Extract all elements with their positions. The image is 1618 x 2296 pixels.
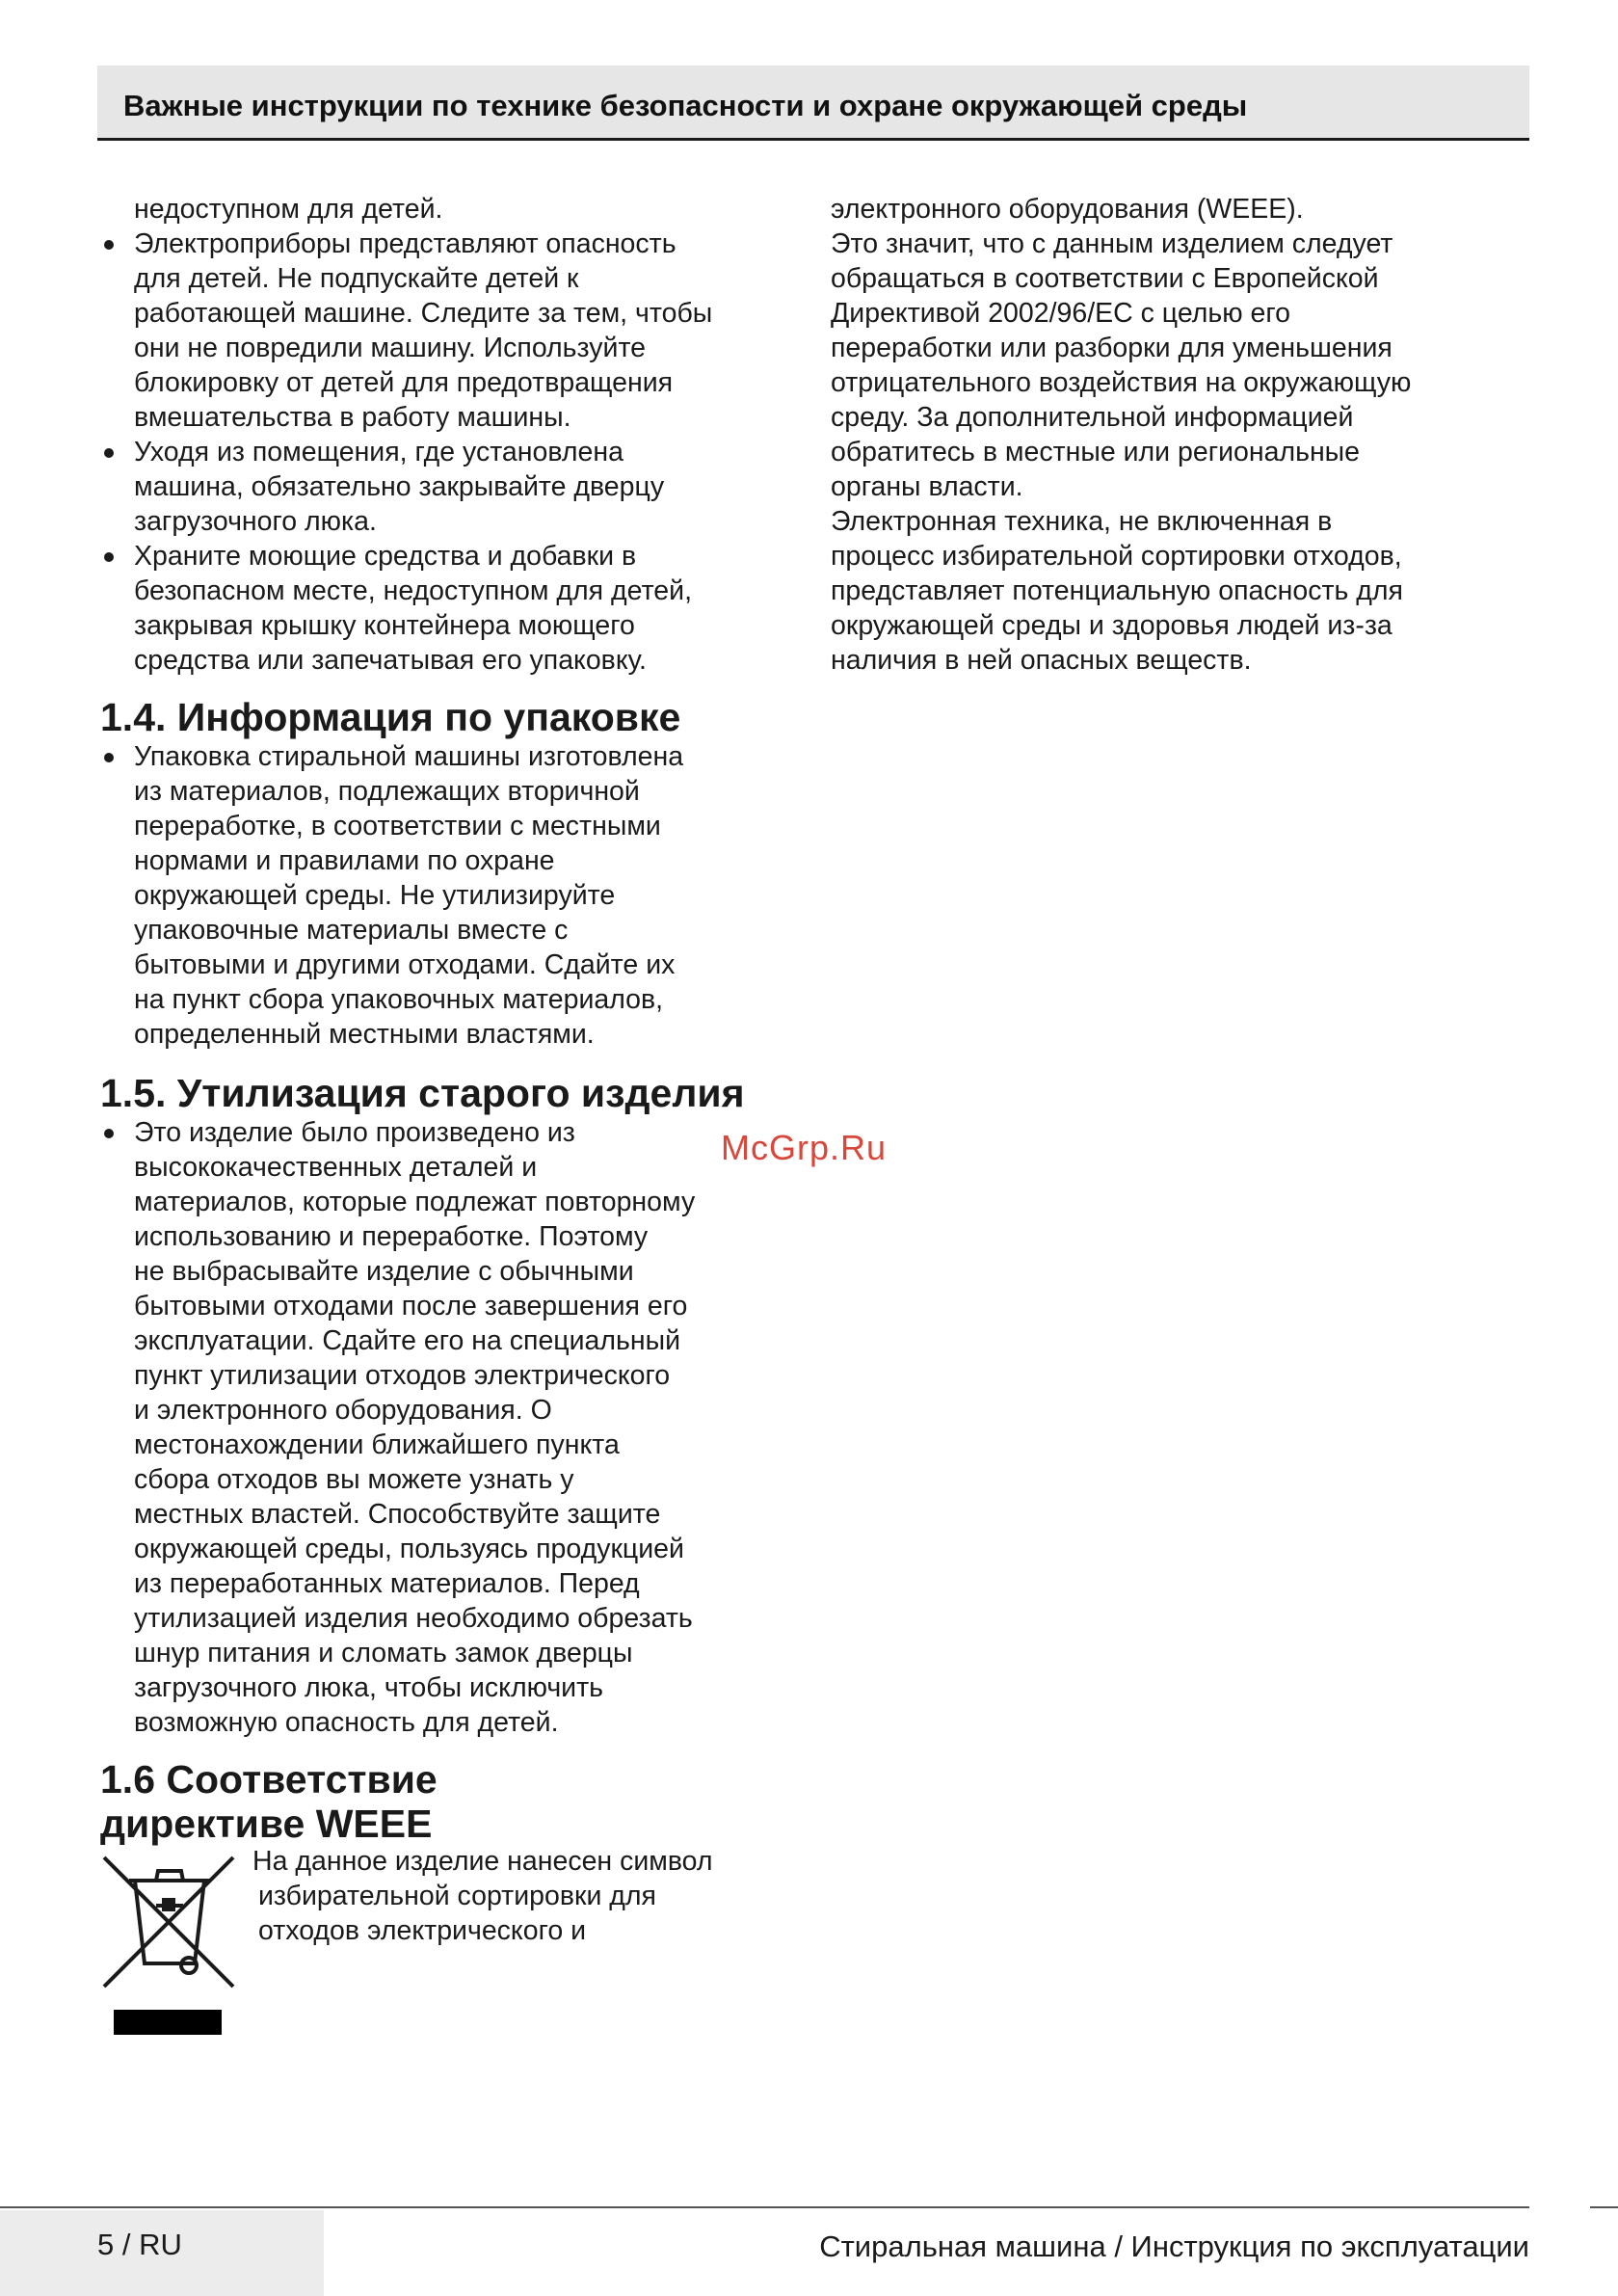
text-line: Это значит, что с данным изделием следует [831,228,1393,259]
text-line: отрицательного воздействия на окружающую [831,367,1412,398]
text-line: отходов электрического и [258,1915,587,1946]
text-line: средства или запечатывая его упаковку. [134,645,647,676]
bullet-dot-icon [104,1129,114,1138]
text-line: из материалов, подлежащих вторичной [134,776,640,807]
bullet-item [100,739,794,1052]
text-line: утилизацией изделия необходимо обрезать [134,1603,693,1634]
bullet-dot-icon [104,448,114,458]
page-number: 5 / RU [97,2228,182,2261]
text-line: окружающей среды. Не утилизируйте [134,880,616,911]
section-heading-1-5: 1.5. Утилизация старого изделия [100,1071,745,1115]
weee-block [100,1846,794,2044]
page-header [97,66,1529,141]
text-line: процесс избирательной сортировки отходов, [831,541,1402,572]
text-line: переработки или разборки для уменьшения [831,333,1393,363]
safety-bullet-item [100,539,794,678]
text-line: обратитесь в местные или региональные [831,437,1361,467]
footer-rule-right [1590,2206,1618,2208]
text-line: нормами и правилами по охране [134,845,555,876]
section-disposal [100,1071,794,1740]
text-line: высококачественных деталей и [134,1152,538,1183]
text-line: загрузочного люка, чтобы исключить [134,1672,603,1703]
section-heading-1-6-line1: 1.6 Соответствие [100,1757,438,1802]
text-line: пункт утилизации отходов электрического [134,1360,671,1391]
text-line: среду. За дополнительной информацией [831,402,1354,433]
text-line: Директивой 2002/96/ЕС с целью его [831,298,1290,329]
header-title: Важные инструкции по технике безопасности и охране окружающей среды [123,89,1248,122]
text-line: электронного оборудования (WEEE). [831,194,1304,225]
text-line: органы власти. [831,471,1023,502]
text-line: шнур питания и сломать замок дверцы [134,1638,633,1669]
bullet-item [100,1115,794,1740]
text-line: бытовыми и другими отходами. Сдайте их [134,949,676,980]
text-line: Это изделие было произведено из [134,1117,575,1148]
weee-text [252,1844,713,1948]
text-line: упаковочные материалы вместе с [134,915,569,946]
weee-black-bar [114,2010,222,2035]
safety-bullet-item [100,435,794,539]
text-line: Уходя из помещения, где установлена [134,437,623,467]
text-line: они не повредили машину. Используйте [134,333,647,363]
text-line: избирательной сортировки для [258,1881,656,1911]
text-line: материалов, которые подлежат повторному [134,1187,696,1217]
text-line: бытовыми отходами после завершения его [134,1291,688,1322]
text-line: не выбрасывайте изделие с обычными [134,1256,634,1287]
safety-bullet-list [100,227,794,678]
crossed-out-wheelie-bin-icon [100,1852,239,1992]
text-line: и электронного оборудования. О [134,1395,552,1426]
text-line: эксплуатации. Сдайте его на специальный [134,1325,681,1356]
text-line: местных властей. Способствуйте защите [134,1499,661,1530]
footer-page-box [0,2210,324,2296]
disposal-bullet [100,1115,794,1740]
left-column [100,192,794,2044]
text-line: работающей машине. Следите за тем, чтобы [134,298,713,329]
safety-bullet-item [100,227,794,435]
bullet-dot-icon [104,753,114,762]
text-line: блокировку от детей для предотвращения [134,367,674,398]
text-line: определенный местными властями. [134,1019,595,1050]
text-line: безопасном месте, недоступном для детей, [134,575,692,606]
text-line: загрузочного люка. [134,506,377,537]
text-line: окружающей среды, пользуясь продукцией [134,1534,684,1564]
text-line: представляет потенциальную опасность для [831,575,1403,606]
text-line: закрывая крышку контейнера моющего [134,610,635,641]
section-packaging [100,695,794,1052]
text-line: возможную опасность для детей. [134,1707,559,1738]
bullet-dot-icon [104,552,114,562]
text-line: На данное изделие нанесен символ [252,1846,713,1877]
text-line: использованию и переработке. Поэтому [134,1221,649,1252]
section-heading-1-6-line2: директиве WEEE [100,1802,433,1846]
packaging-bullet [100,739,794,1052]
text-line: из переработанных материалов. Перед [134,1568,640,1599]
text-line: Упаковка стиральной машины изготовлена [134,741,684,772]
text-line: вмешательства в работу машины. [134,402,571,433]
section-weee [100,1757,794,2044]
text-line: Электроприборы представляют опасность [134,228,676,259]
text-line: Электронная техника, не включенная в [831,506,1333,537]
text-line: местонахождении ближайшего пункта [134,1429,620,1460]
right-column [831,192,1525,678]
text-line: окружающей среды и здоровья людей из-за [831,610,1393,641]
section-heading-1-4: 1.4. Информация по упаковке [100,695,681,739]
bullet-dot-icon [104,240,114,250]
footer-doc-title: Стиральная машина / Инструкция по эксплуатации [819,2229,1529,2263]
text-line: на пункт сбора упаковочных материалов, [134,984,664,1015]
text-line: сбора отходов вы можете узнать у [134,1464,574,1495]
footer-rule [0,2206,1529,2208]
text-line: обращаться в соответствии с Европейской [831,263,1379,294]
text-line: для детей. Не подпускайте детей к [134,263,579,294]
text-line: наличия в ней опасных веществ. [831,645,1252,676]
text-line: переработке, в соответствии с местными [134,811,661,841]
continuation-text: недоступном для детей. [134,194,443,225]
text-line: Храните моющие средства и добавки в [134,541,637,572]
watermark: McGrp.Ru [721,1128,888,1167]
text-line: машина, обязательно закрывайте дверцу [134,471,665,502]
